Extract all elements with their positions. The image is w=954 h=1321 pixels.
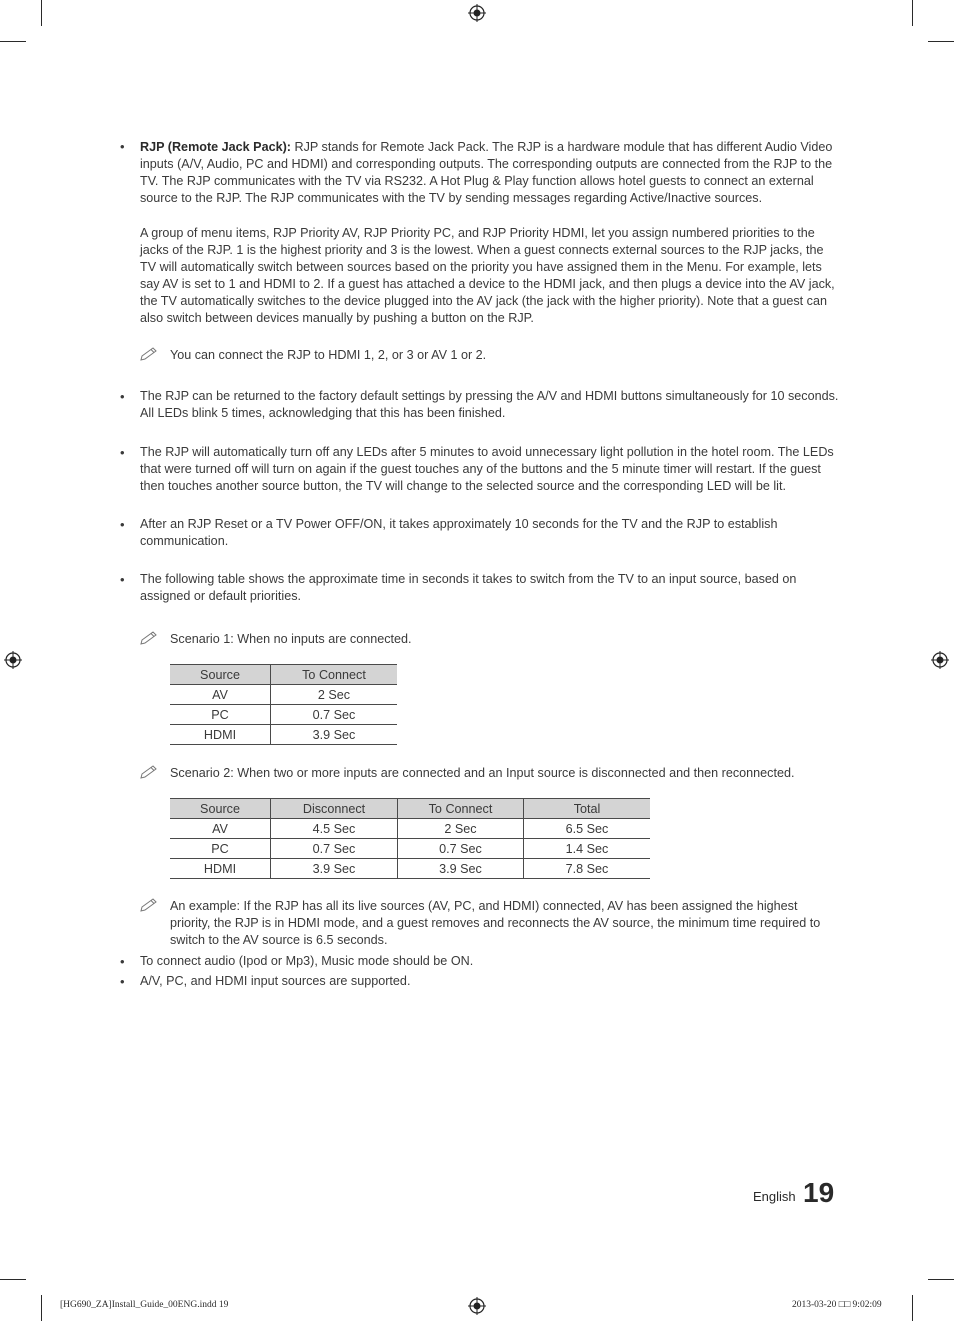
bullet-marker: • bbox=[120, 954, 125, 969]
table-cell: 3.9 Sec bbox=[271, 725, 398, 745]
note-pencil-icon bbox=[140, 629, 162, 645]
supported-sources-text: A/V, PC, and HDMI input sources are supported. bbox=[140, 974, 411, 988]
table-cell: PC bbox=[170, 839, 271, 859]
footer-language: English bbox=[753, 1189, 796, 1204]
table-cell: HDMI bbox=[170, 859, 271, 879]
table-cell: 0.7 Sec bbox=[398, 839, 524, 859]
crop-mark bbox=[0, 41, 26, 42]
rjp-term: RJP (Remote Jack Pack): bbox=[140, 140, 291, 154]
column-header: Source bbox=[170, 799, 271, 819]
bullet-marker: • bbox=[120, 974, 125, 989]
print-slug-filename: [HG690_ZA]Install_Guide_00ENG.indd 19 bbox=[60, 1300, 229, 1310]
column-header: Disconnect bbox=[271, 799, 398, 819]
note-pencil-icon bbox=[140, 896, 162, 912]
table-row bbox=[170, 705, 397, 725]
table-cell: 2 Sec bbox=[271, 685, 398, 705]
table-cell: 1.4 Sec bbox=[524, 839, 651, 859]
registration-mark-icon bbox=[468, 1297, 486, 1315]
rjp-description-text: RJP stands for Remote Jack Pack. The RJP is a hardware module that has different Audio Video inputs (A/V, Audio, PC and HDMI) and corresponding outputs. The corresponding outputs are connected from the RJP to the TV. The RJP communicates with the TV via RS232. A Hot Plug & Play function allows hotel guests to connect an external source to the RJP. The RJP communicates with the TV by sending messages regarding Active/Inactive sources. bbox=[140, 140, 833, 205]
column-header: Total bbox=[524, 799, 651, 819]
crop-mark bbox=[928, 1279, 954, 1280]
crop-mark bbox=[928, 41, 954, 42]
table-row bbox=[170, 725, 397, 745]
example-note: An example: If the RJP has all its live sources (AV, PC, and HDMI) connected, AV has been assigned the highest priority, the RJP is in HDMI mode, and a guest removes and reconnects the AV source, the minimum time required to switch to the AV source is 6.5 seconds. bbox=[170, 899, 821, 947]
note-pencil-icon bbox=[140, 763, 162, 779]
table-row bbox=[170, 819, 650, 839]
table-cell: 0.7 Sec bbox=[271, 705, 398, 725]
rjp-hdmi-note: You can connect the RJP to HDMI 1, 2, or 3 or AV 1 or 2. bbox=[170, 348, 487, 362]
table-cell: 0.7 Sec bbox=[271, 839, 398, 859]
audio-mode-text: To connect audio (Ipod or Mp3), Music mode should be ON. bbox=[140, 954, 474, 968]
table-row bbox=[170, 859, 650, 879]
table-cell: AV bbox=[170, 685, 271, 705]
scenario1-note: Scenario 1: When no inputs are connected. bbox=[170, 632, 412, 646]
scenario1-table bbox=[170, 664, 397, 745]
table-row bbox=[170, 839, 650, 859]
scenario2-table bbox=[170, 798, 650, 879]
rjp-priority-description: A group of menu items, RJP Priority AV, RJP Priority PC, and RJP Priority HDMI, let you assign numbered priorities to the jacks of the RJP. 1 is the highest priority and 3 is the lowest. When a guest connects external sources to the RJP jacks, the TV will automatically switch between sources based on the priority you have assigned them in the Menu. For example, lets say AV is set to 1 and HDMI to 2. If a guest has attached a device to the HDMI jack, and then plugs a device into the AV jack, the TV automatically switches to the device plugged into the AV jack (the jack with the higher priority). Note that a guest can also switch between devices manually by pushing a button on the RJP. bbox=[140, 226, 835, 325]
led-timeout-text: The RJP will automatically turn off any LEDs after 5 minutes to avoid unnecessary light pollution in the hotel room. The LEDs that were turned off will turn on again if the guest touches any of the buttons and the 5 minute timer will restart. If the guest then touches another source button, the TV will change to the selected source and the corresponding LED will be lit. bbox=[140, 445, 834, 493]
table-cell: PC bbox=[170, 705, 271, 725]
page-number: 19 bbox=[803, 1177, 835, 1208]
crop-mark bbox=[41, 0, 42, 26]
table-row bbox=[170, 685, 397, 705]
bullet-marker: • bbox=[120, 572, 125, 587]
registration-mark-icon bbox=[931, 651, 949, 669]
column-header: To Connect bbox=[398, 799, 524, 819]
column-header: To Connect bbox=[271, 665, 398, 685]
print-slug-timestamp: 2013-03-20 □□ 9:02:09 bbox=[792, 1300, 882, 1310]
bullet-marker: • bbox=[120, 517, 125, 532]
table-cell: 3.9 Sec bbox=[398, 859, 524, 879]
bullet-marker: • bbox=[120, 445, 125, 460]
bullet-marker: • bbox=[120, 389, 125, 404]
table-cell: 4.5 Sec bbox=[271, 819, 398, 839]
scenario2-note: Scenario 2: When two or more inputs are connected and an Input source is disconnected and then reconnected. bbox=[170, 766, 795, 780]
table-header-row bbox=[170, 799, 650, 819]
reset-communication-text: After an RJP Reset or a TV Power OFF/ON, it takes approximately 10 seconds for the TV and the RJP to establish communication. bbox=[140, 517, 778, 548]
rjp-description bbox=[140, 139, 840, 207]
crop-mark bbox=[912, 0, 913, 26]
table-cell: 3.9 Sec bbox=[271, 859, 398, 879]
registration-mark-icon bbox=[468, 4, 486, 22]
crop-mark bbox=[912, 1295, 913, 1321]
registration-mark-icon bbox=[4, 651, 22, 669]
table-cell: 6.5 Sec bbox=[524, 819, 651, 839]
table-cell: 2 Sec bbox=[398, 819, 524, 839]
crop-mark bbox=[41, 1295, 42, 1321]
factory-reset-text: The RJP can be returned to the factory default settings by pressing the A/V and HDMI buttons simultaneously for 10 seconds. All LEDs blink 5 times, acknowledging that this has been finished. bbox=[140, 389, 839, 420]
crop-mark bbox=[0, 1279, 26, 1280]
column-header: Source bbox=[170, 665, 271, 685]
table-cell: AV bbox=[170, 819, 271, 839]
table-cell: HDMI bbox=[170, 725, 271, 745]
bullet-marker: • bbox=[120, 139, 125, 154]
table-intro-text: The following table shows the approximate time in seconds it takes to switch from the TV to an input source, based on assigned or default priorities. bbox=[140, 572, 797, 603]
note-pencil-icon bbox=[140, 345, 162, 361]
table-header-row bbox=[170, 665, 397, 685]
table-cell: 7.8 Sec bbox=[524, 859, 651, 879]
